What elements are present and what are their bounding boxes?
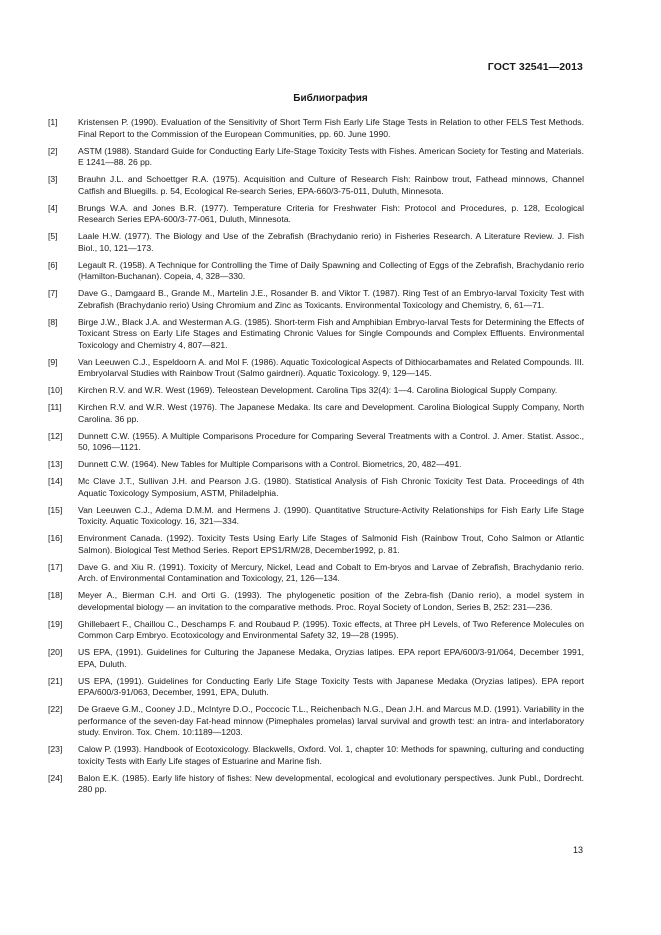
reference-number: [10]: [48, 385, 63, 395]
reference-item: [48, 590, 584, 613]
reference-text: US EPA, (1991). Guidelines for Conducting Early Life Stage Toxicity Tests with Japanese Medaka (Oryzias latipes). EPA report EPA/600/3-91/063, December, 1991, EPA, Duluth.: [78, 675, 584, 697]
reference-item: [48, 505, 584, 528]
reference-text: Kirchen R.V. and W.R. West (1976). The Japanese Medaka. Its care and Development. Carolina Biological Supply Company, North Carolina. 36 pp.: [78, 402, 584, 424]
reference-number: [9]: [48, 356, 58, 367]
reference-number: [23]: [48, 744, 63, 754]
reference-number: [3]: [48, 174, 58, 184]
reference-text: Dave G. and Xiu R. (1991). Toxicity of Mercury, Nickel, Lead and Cobalt to Em-bryos and Larvae of Zebrafish, Brachydanio rerio. Arch. of Environmental Contamination and Toxicology, 21, 126—134.: [78, 561, 584, 583]
reference-text: Mc Clave J.T., Sullivan J.H. and Pearson J.G. (1980). Statistical Analysis of Fish Chronic Toxicity Test Data. Proceedings of 4th Aquatic Toxicology Symposium, ASTM, Philadelphia.: [78, 476, 584, 498]
reference-text: Calow P. (1993). Handbook of Ecotoxicology. Blackwells, Oxford. Vol. 1, chapter 10: Methods for spawning, culturing and conducting toxicity Tests with Early Life stages of Estuarine and Marine fish.: [78, 744, 584, 766]
reference-number: [11]: [48, 402, 62, 412]
reference-item: [48, 357, 584, 380]
reference-item: [48, 562, 584, 585]
reference-number: [6]: [48, 259, 58, 270]
reference-item: [48, 533, 584, 556]
reference-text: US EPA, (1991). Guidelines for Culturing the Japanese Medaka, Oryzias latipes. EPA report EPA/600/3-91/064, December 1991, EPA, Duluth.: [78, 647, 584, 669]
reference-number: [17]: [48, 561, 63, 572]
reference-text: Birge J.W., Black J.A. and Westerman A.G. (1985). Short-term Fish and Amphibian Embryo-larval Tests for Determining the Effects of Toxicant Stress on Early Life Stages and Estimating Chronic Values for Single Compounds and Complex Effluents. Environmental Toxicology and Chemistry 4, 807—821.: [78, 316, 584, 350]
reference-number: [20]: [48, 647, 63, 657]
reference-item: [48, 476, 584, 499]
reference-text: Brauhn J.L. and Schoettger R.A. (1975). Acquisition and Culture of Research Fish: Rainbow trout, Fathead minnows, Channel Catfish and Bluegills. p. 54, Ecological Re-search Series, EPA-660/3-75-011, Duluth, Minnesota.: [78, 174, 584, 196]
reference-number: [5]: [48, 231, 58, 241]
reference-item: [48, 676, 584, 699]
reference-number: [18]: [48, 590, 63, 600]
reference-text: Dunnett C.W. (1964). New Tables for Multiple Comparisons with a Control. Biometrics, 20, 482—491.: [78, 459, 462, 469]
reference-item: [48, 647, 584, 670]
reference-text: Legault R. (1958). A Technique for Controlling the Time of Daily Spawning and Collecting of Eggs of the Zebrafish, Brachydanio rerio (Hamilton-Buchanan). Copeia, 4, 328—330.: [78, 259, 584, 281]
reference-text: Van Leeuwen C.J., Adema D.M.M. and Hermens J. (1990). Quantitative Structure-Activity Relationships for Fish Early Life Stage Toxicity. Aquatic Toxicology. 16, 321—334.: [78, 504, 584, 526]
reference-text: Dunnett C.W. (1955). A Multiple Comparisons Procedure for Comparing Several Treatments with a Control. J. Amer. Statist. Assoc., 50, 1096—1121.: [78, 430, 584, 452]
reference-item: [48, 385, 584, 397]
reference-number: [8]: [48, 316, 58, 327]
reference-item: [48, 288, 584, 311]
reference-text: Environment Canada. (1992). Toxicity Tests Using Early Life Stages of Salmonid Fish (Rainbow Trout, Coho Salmon or Atlantic Salmon). Biological Test Method Series. Report EPS1/RM/28, December1992, p. 81.: [78, 533, 584, 555]
reference-text: ASTM (1988). Standard Guide for Conducting Early Life-Stage Toxicity Tests with Fishes. American Society for Testing and Materials. E 1241—88. 26 pp.: [78, 145, 584, 167]
reference-text: Laale H.W. (1977). The Biology and Use of the Zebrafish (Brachydanio rerio) in Fisheries Research. A Literature Review. J. Fish Biol., 10, 121—173.: [78, 231, 584, 253]
reference-text: Balon E.K. (1985). Early life history of fishes: New developmental, ecological and evolutionary perspectives. Junk Publ., Dordrecht. 280 pp.: [78, 772, 584, 794]
reference-number: [22]: [48, 704, 63, 714]
reference-item: [48, 619, 584, 642]
reference-item: [48, 231, 584, 254]
reference-item: [48, 704, 584, 739]
reference-item: [48, 431, 584, 454]
reference-number: [13]: [48, 459, 63, 469]
reference-number: [2]: [48, 145, 58, 156]
reference-number: [1]: [48, 117, 58, 127]
document-code: ГОСТ 32541—2013: [487, 61, 583, 73]
reference-text: Brungs W.A. and Jones B.R. (1977). Temperature Criteria for Freshwater Fish: Protocol and Procedures, p. 128, Ecological Research Series EPA-600/3-77-061, Duluth, Minnesota.: [78, 202, 584, 224]
reference-item: [48, 744, 584, 767]
bibliography-title: Библиография: [293, 93, 368, 104]
reference-number: [21]: [48, 675, 63, 686]
reference-number: [4]: [48, 202, 58, 213]
reference-number: [12]: [48, 430, 63, 441]
reference-item: [48, 459, 584, 471]
reference-item: [48, 317, 584, 352]
reference-item: [48, 117, 584, 140]
reference-number: [16]: [48, 533, 63, 543]
reference-item: [48, 174, 584, 197]
reference-text: Dave G., Damgaard B., Grande M., Martelin J.E., Rosander B. and Viktor T. (1987). Ring Test of an Embryo-larval Toxicity Test with Zebrafish (Brachydanio rerio) Using Chromium and Zinc as Toxicants. Environmental Toxicology and Chemistry, 6, 61—71.: [78, 288, 584, 310]
reference-text: Kirchen R.V. and W.R. West (1969). Teleostean Development. Carolina Tips 32(4): 1—4. Carolina Biological Supply Company.: [78, 385, 558, 395]
reference-text: Van Leeuwen C.J., Espeldoorn A. and Mol F. (1986). Aquatic Toxicological Aspects of Dithiocarbamates and Related Compounds. III. Embryolarval Studies with Rainbow Trout (Salmo gairdneri). Aquatic Toxicology. 9, 129—145.: [78, 356, 584, 378]
reference-number: [7]: [48, 288, 58, 298]
reference-text: Meyer A., Bierman C.H. and Orti G. (1993). The phylogenetic position of the Zebra-fish (Danio rerio), a model system in developmental biology — an invitation to the comparative methods. Proc. Royal Society of London, Series B, 252: 231—236.: [78, 590, 584, 612]
reference-item: [48, 260, 584, 283]
reference-text: De Graeve G.M., Cooney J.D., McIntyre D.O., Poccocic T.L., Reichenbach N.G., Dean J.H. and Marcus M.D. (1991). Variability in the performance of the seven-day Fat-head minnow (Pimephales promelas) larval survival and growth test: an intra- and interlaboratory study. Environ. Tox. Chem. 10:1189—1203.: [78, 704, 584, 737]
reference-text: Ghillebaert F., Chaillou C., Deschamps F. and Roubaud P. (1995). Toxic effects, at Three pH Levels, of Two Reference Molecules on Common Carp Embryo. Ecotoxicology and Environmental Safety 32, 19—28 (1995).: [78, 618, 584, 640]
page-number: 13: [572, 845, 583, 855]
reference-item: [48, 146, 584, 169]
reference-number: [14]: [48, 476, 63, 486]
reference-text: Kristensen P. (1990). Evaluation of the Sensitivity of Short Term Fish Early Life Stage Tests in Relation to other FELS Test Methods. Final Report to the Commission of the European Communities, pp. 60. June 1990.: [78, 117, 584, 139]
reference-number: [15]: [48, 504, 63, 515]
reference-item: [48, 402, 584, 425]
reference-item: [48, 773, 584, 796]
reference-list: [48, 117, 584, 801]
reference-item: [48, 203, 584, 226]
reference-number: [19]: [48, 618, 63, 629]
reference-number: [24]: [48, 772, 63, 783]
